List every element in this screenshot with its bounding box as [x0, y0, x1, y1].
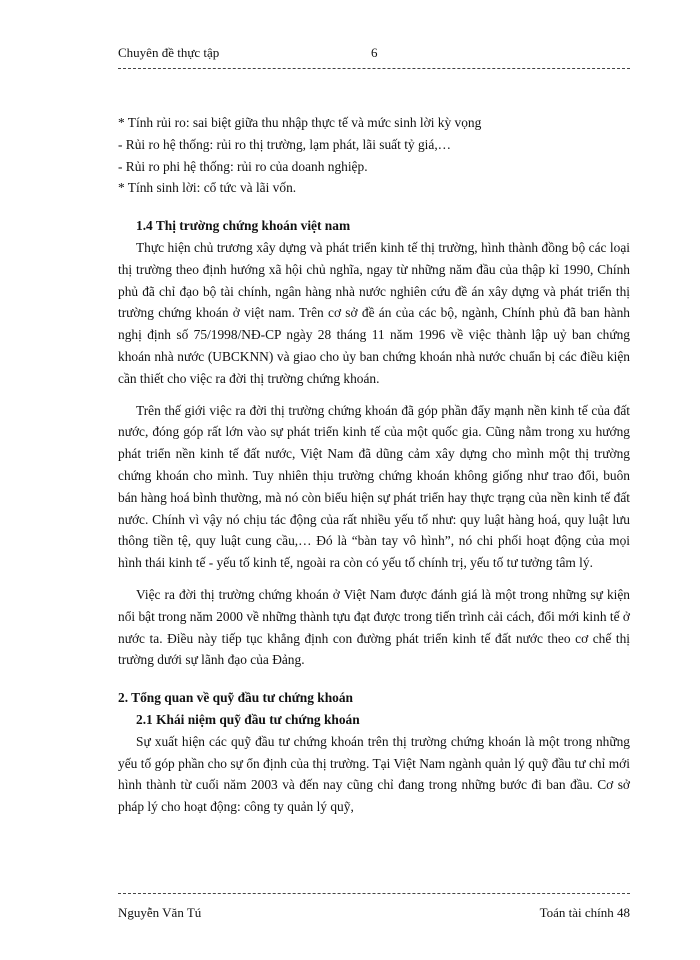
- header-title: Chuyên đề thực tập: [118, 45, 220, 60]
- bullet-profitability: * Tính sinh lời: cổ tức và lãi vốn.: [118, 180, 297, 196]
- spacer: [118, 574, 630, 584]
- bullet-unsystematic-risk: - Rủi ro phi hệ thống: rủi ro của doanh nghiệp.: [118, 158, 368, 174]
- section-1-4-paragraph-3: Việc ra đời thị trường chứng khoán ở Việt Nam được đánh giá là một trong những sự kiện nổi bật trong năm 2000 về những thành tựu đạt được trong tiến trình cải cách, đổi mới kinh tế ở nước ta. Điều này tiếp tục khẳng định con đường phát triển kinh tế đất nước theo cơ chế thị trường dưới sự lãnh đạo của Đảng.: [118, 586, 630, 668]
- section-2-1-heading: 2.1 Khái niệm quỹ đầu tư chứng khoán: [136, 711, 360, 727]
- page-body: [118, 112, 630, 818]
- page-header: [118, 45, 630, 65]
- header-page-number: 6: [371, 45, 378, 60]
- footer-course: Toán tài chính 48: [539, 905, 630, 920]
- section-2-1-paragraph: Sự xuất hiện các quỹ đầu tư chứng khoán trên thị trường chứng khoán là một trong những yếu tố góp phần cho sự ổn định của thị trường. Tại Việt Nam ngành quản lý quỹ đầu tư chỉ mới hình thành từ cuối năm 2003 và đến nay cũng chỉ đang trong những bước đi ban đầu. Cơ sở pháp lý cho hoạt động: công ty quản lý quỹ,: [118, 733, 630, 815]
- footer-author: Nguyễn Văn Tú: [118, 905, 202, 920]
- spacer: [118, 199, 630, 215]
- bullet-risk: * Tính rủi ro: sai biệt giữa thu nhập thực tế và mức sinh lời kỳ vọng: [118, 115, 482, 130]
- spacer: [118, 390, 630, 400]
- footer-divider: [118, 893, 630, 894]
- header-divider: [118, 68, 630, 69]
- spacer: [118, 671, 630, 687]
- section-1-4-paragraph-2: Trên thế giới việc ra đời thị trường chứng khoán đã góp phần đẩy mạnh nền kinh tế của đất nước, đóng góp rất lớn vào sự phát triển kinh tế của một quốc gia. Cũng nằm trong xu hướng phát triển nền kinh tế đất nước, Việt Nam đã dũng cảm xây dựng cho mình một thị trường chứng khoán cho mình. Tuy nhiên thịu trường chứng khoán không giống như trao đổi, buôn bán hàng hoá bình thường, mà nó còn biểu hiện sự phát triển hay thực trạng của nền kinh tế đất nước. Chính vì vậy nó chịu tác động của rất nhiều yếu tố như: quy luật hàng hoá, quy luật lưu thông tiền tệ, quy luật cung cầu,… Đó là “bàn tay vô hình”, nó chi phối hoạt động của mọi hình thái kinh tế - yếu tố kinh tế, ngoài ra còn có yếu tố chính trị, yếu tố tư tưởng tâm lý.: [118, 402, 630, 571]
- section-1-4-paragraph-1: Thực hiện chủ trương xây dựng và phát triển kinh tế thị trường, hình thành đồng bộ các loại thị trường theo định hướng xã hội chủ nghĩa, ngay từ những năm đầu của thập kỉ 1990, Chính phủ đã chỉ đạo bộ tài chính, ngân hàng nhà nước nghiên cứu đề án xây dựng và phát triển thị trường chứng khoán ở việt nam. Trên cơ sở đề án của các bộ, ngành, Chính phủ đã ban hành nghị định số 75/1998/NĐ-CP ngày 28 tháng 11 năm 1996 về việc thành lập uỷ ban chứng khoán nhà nước (UBCKNN) và giao cho ủy ban chứng khoán nhà nước chuẩn bị các điều kiện cần thiết cho việc ra đời thị trường chứng khoán.: [118, 239, 630, 386]
- bullet-systematic-risk: - Rủi ro hệ thống: rủi ro thị trường, lạm phát, lãi suất tỷ giá,…: [118, 136, 452, 152]
- section-1-4-heading: 1.4 Thị trường chứng khoán việt nam: [136, 218, 351, 234]
- section-2-heading: 2. Tổng quan về quỹ đầu tư chứng khoán: [118, 690, 354, 706]
